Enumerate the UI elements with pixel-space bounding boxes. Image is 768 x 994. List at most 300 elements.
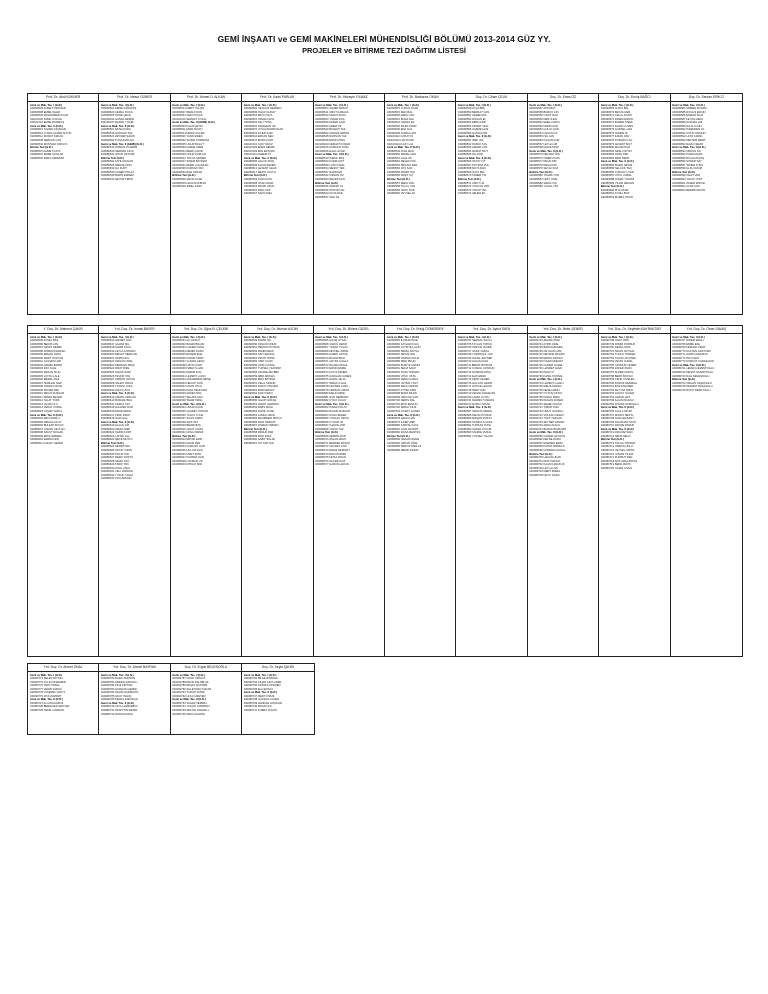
student-entry: 040080505 HALUK İNCE: [243, 160, 275, 164]
student-entry: 040090789 REŞAT RÜSTEM: [172, 684, 208, 688]
student-entry: 040090531 EMRE ÇALIŞKAN: [172, 163, 209, 167]
student-entry: 040080724 ORHAN OKANOĞLU: [672, 381, 712, 385]
student-entry: 040090614 VEDAT VURAL: [29, 406, 63, 410]
student-entry: 040080641 DOĞU DENİZ: [172, 431, 204, 435]
faculty-row-3: [27, 663, 315, 735]
student-entry: 040090794 CİHAN CEYLANER: [243, 680, 282, 684]
student-entry: 040090593 MELTEM MERT: [672, 138, 706, 142]
course-heading: Gemi ve Mak. Tas. I (G.D.): [457, 103, 491, 107]
student-entry: 040080555 PAMİR TAŞ: [386, 170, 415, 174]
student-entry: 040090786 KEMAL KARADAĞ: [100, 698, 138, 702]
student-entry: 040090620 MESUT MERCAN: [100, 353, 137, 357]
student-entry: 040080600 YAVUZ YİĞİT: [672, 177, 703, 181]
student-entry: 040080719 BERİL BAYIK: [600, 463, 632, 467]
student-entry: 040080729 CEMİL CANDAN: [29, 708, 64, 712]
student-entry: 040090524 CANSU EK: [386, 121, 415, 125]
student-entry: 040080536 SAFFET AL: [315, 185, 344, 189]
student-entry: 040080554 OYA SAN: [386, 167, 413, 171]
student-entry: 040090707 VASIF VAROL: [457, 349, 490, 353]
student-list: [671, 102, 742, 195]
student-entry: 040100111 KEREM AY: [243, 153, 272, 157]
document-title: GEMİ İNŞAATI ve GEMİ MAKİNELERİ MÜHENDİSLİĞİ BÖLÜMÜ 2013-2014 GÜZ YY.: [217, 34, 551, 44]
student-list: [314, 102, 384, 202]
student-entry: 040080606 BÜLENT BULUT: [29, 424, 64, 428]
student-entry: 040080700 HAKAN HİLMİ: [529, 456, 561, 460]
student-entry: 040080589 YILDIZ ZENGİN: [600, 181, 635, 185]
student-entry: 040080686 REMZİ RASİM: [386, 449, 419, 452]
student-entry: 040090698 BORA BİLEN: [386, 392, 417, 396]
student-entry: 040090731 HASRET HAVA: [529, 367, 563, 371]
student-entry: 040080575 NECDET NİŞ: [529, 153, 560, 157]
faculty-column: [171, 664, 242, 734]
student-entry: 040090673 ERSİN EŞME: [315, 367, 346, 371]
student-entry: 040080533 ALİ KURT: [100, 167, 127, 171]
student-entry: 040080684 ÖZKAN ÖNAL: [386, 441, 419, 445]
student-entry: 040080708 NUR NALBANT: [600, 417, 634, 421]
student-entry: 040080731 MUHİTTİN MENDİ: [100, 708, 138, 712]
course-heading: Bitirme Tezi (G.D.): [529, 170, 553, 174]
student-entry: 040080656 NACİ NERGİS: [243, 420, 276, 424]
student-entry: 040090506 TUNA ARSLAN: [100, 138, 134, 142]
student-entry: 040080718 AKİF ARSLANTAŞ: [600, 459, 638, 463]
student-entry: 040090535 FUNDA HAS: [386, 131, 417, 135]
student-entry: 040090660 BAKİ BAYRAK: [243, 378, 276, 382]
student-entry: 040090664 FAİK FİDAN: [243, 392, 273, 396]
student-entry: 040090565 IŞIL JAN: [529, 135, 554, 139]
course-heading: Gemi ve Mak. Tas. II (G.D.): [243, 395, 278, 399]
course-heading: Bitirme Tezi (G.D.): [29, 146, 53, 150]
course-heading: Bitirme Tezi (G.D.): [386, 177, 410, 181]
student-entry: 040090513 YUNUS ACAR: [386, 107, 419, 111]
student-entry: 040080549 JALE MAN: [386, 149, 414, 153]
student-entry: 040090761 ECE ENGİNER: [600, 385, 634, 389]
course-heading: Gemi ve Mak. Tas. I (G.D.): [672, 103, 705, 107]
student-entry: 040090613 UĞUR ULU: [29, 402, 58, 406]
student-entry: 040090537 VOLKAN ERDOĞAN: [243, 128, 284, 132]
student-entry: 040090597 CEVAT DEMİR: [29, 346, 62, 350]
student-entry: 040090769 FERHAN FIRAT: [672, 346, 706, 350]
student-entry: 040080675 FETHİ FİDAN: [315, 456, 346, 460]
advisor-name: Yrd. Doç. Dr. Bülent GÜZEL: [314, 326, 384, 334]
student-entry: 040090624 RIFAT RİZE: [100, 367, 130, 371]
course-heading: Gemi ve Mak. Tas. I (G.D.): [457, 335, 491, 339]
student-entry: 040090793 BİLGE BOZDAĞ: [243, 677, 278, 681]
student-entry: 040090645 PAŞA PEHLİVAN: [172, 388, 208, 392]
student-entry: 040090650 ORHUN ONUR: [243, 342, 277, 346]
student-list: [99, 672, 169, 719]
student-entry: 040090526 DİLEK FIRAT: [386, 124, 417, 128]
student-list: [528, 102, 598, 191]
student-entry: 040090540 EGE ÖZKAN: [172, 170, 203, 174]
student-list: [456, 334, 526, 441]
student-list: [242, 672, 313, 715]
student-entry: 040080721 LEMAN LEVENTOĞLU: [672, 367, 715, 371]
student-entry: 040080618 GAZİ GÜL: [100, 417, 128, 421]
student-entry: 040080514 DENİZ GÜLER: [172, 131, 205, 135]
student-entry: 040090703 GÜRAY GÜNEY: [386, 409, 421, 413]
student-entry: 040090749 PAMİR PORSUK: [600, 342, 636, 346]
student-entry: 040090515 ZEKİ BAL: [386, 110, 413, 114]
student-entry: 040090579 LEVENT MUT: [600, 142, 632, 146]
student-entry: 040080503 KAAN ÇETİN: [172, 124, 203, 128]
student-entry: 040080687 ORHAN ÖZDEN: [457, 409, 492, 413]
student-entry: 040080603 BERRİN BAYIR: [672, 188, 706, 192]
student-entry: 040080646 İZZET İNAN: [172, 452, 202, 456]
student-entry: 040090583 PERİ RENK: [600, 156, 630, 160]
student-entry: 040090712 CUMALİ COŞKUN: [457, 367, 495, 371]
course-heading: Gemi ve Mak. Tas. I (G.D.): [100, 673, 134, 677]
student-entry: 040090545 DURSUN YAZ: [315, 135, 347, 139]
student-entry: 040080550 KEMAL NAS: [386, 153, 416, 157]
advisor-name: Yrd. Doç. Dr. Bekir ŞENER: [528, 326, 598, 334]
student-entry: 040090647 SELAMİ SAĞ: [172, 395, 203, 399]
student-entry: 040090667 YAŞAR YOLCU: [315, 346, 349, 350]
student-list: [171, 334, 241, 469]
student-entry: 040090779 ZİYA ZÜMRÜT: [29, 694, 62, 698]
course-heading: Gemi ve Mak. Tas. II (G.D.): [386, 413, 420, 417]
student-entry: 040080586 TURGAY UYAR: [600, 170, 634, 174]
student-entry: 040080584 RAŞİD SEVİM: [600, 163, 633, 167]
student-entry: 040090516 BATU KAYA: [243, 114, 273, 118]
student-entry: 040080628 SADIK SOY: [100, 459, 130, 463]
student-entry: 040090780 DİLEK DURSUN: [100, 677, 136, 681]
course-heading: Gemi ve Mak. Tas. I (G.D.): [386, 103, 420, 107]
student-list: [314, 334, 384, 469]
course-heading: Bitirme Tezi (G.D.): [386, 434, 410, 438]
faculty-column: [314, 326, 385, 656]
student-entry: 040090642 MUHARREM MEŞE: [172, 378, 211, 382]
student-entry: 040080523 ZEYNEP ŞAHİN: [100, 135, 135, 139]
student-entry: 040090581 NESLİ OKTAY: [600, 149, 633, 153]
student-entry: 040090677 IRMAK ILGAZ: [315, 381, 347, 385]
course-heading: Gemi ve Mak. Tas. I (G.D.): [100, 335, 134, 339]
student-entry: 040090790 SÜLEYMAN SAKAR: [172, 687, 212, 691]
student-entry: 040090737 OYTUN OKTAY: [529, 392, 563, 396]
student-entry: 040090785 İLKAY İNANÇ: [100, 694, 132, 698]
student-entry: 040080668 YAVUZ YAZ: [315, 427, 344, 431]
student-entry: 040090753 UĞUR ÜSTÜNEL: [600, 356, 637, 360]
student-entry: 040080638 ARİF ATA: [172, 420, 198, 424]
student-entry: 040100113 HAYRİ KIR: [386, 138, 414, 142]
student-entry: 040090708 YURDAGÜL YAZ: [457, 353, 493, 357]
student-entry: 040090689 PERİ PELİN: [386, 360, 416, 364]
student-entry: 040090782 FİLİZ FIRTINA: [100, 684, 133, 688]
student-entry: 040080735 ZEKİYE ZAMANLI: [172, 708, 209, 712]
student-entry: 040090733 KÂMİL KÖKSAL: [529, 374, 563, 378]
student-entry: 040080578 REHA RAF: [529, 163, 557, 167]
student-entry: 040080636 YAHYA YÜCE: [172, 413, 204, 417]
course-heading: Gemi ve Mak. Tas. II (G.D.): [600, 160, 635, 164]
faculty-column: [99, 94, 170, 314]
student-entry: 040090541 İLKER SARI: [243, 131, 273, 135]
student-entry: 040080698 FATMA FİRDEVS: [529, 445, 565, 449]
faculty-column: [528, 94, 599, 314]
student-entry: 040090651 PERVİN POYRAZ: [243, 346, 280, 350]
student-entry: 040080680 KARTAL KAYA: [386, 424, 419, 428]
student-entry: 040080741 KÜBRA KÜÇÜK: [243, 708, 278, 712]
student-entry: 040090684 KAYHAN KILIÇ: [386, 342, 420, 346]
student-list: [171, 672, 241, 719]
course-heading: Bitirme Tezi (G.D.): [243, 174, 267, 178]
student-entry: 040090641 LEVENT LAÇİN: [172, 374, 206, 378]
student-entry: 040090610 RECAİ RÜZGAR: [29, 392, 65, 396]
student-entry: 040080617 FİKRİ FIRAT: [100, 413, 131, 417]
student-entry: 040100102 KAMİL KOCAK: [29, 117, 62, 121]
student-entry: 040090568 MÜGE MOR: [529, 146, 559, 150]
student-entry: 040090709 ZÜHAL ZEYNEP: [457, 356, 493, 360]
student-entry: 040090622 ORHAN ORAL: [100, 360, 133, 364]
faculty-column: [242, 326, 313, 656]
student-entry: 040090627 ÜMRAN ÜSTÜN: [100, 378, 135, 382]
student-entry: 040080528 LÜTFİ ORAL: [315, 163, 345, 167]
student-entry: 040090693 UTKU USTA: [386, 374, 416, 378]
course-heading: Gemi ve Mak. Tas. I (G.D.): [600, 103, 634, 107]
student-entry: 040080581 ÜMİT ÜNAL: [529, 177, 558, 181]
student-entry: 040080702 KAAN KARAKUŞ: [529, 463, 565, 467]
student-entry: 040090740 SEZEN SAYAN: [529, 402, 562, 406]
faculty-column: [28, 326, 99, 656]
student-entry: 040090705 TAYLAN TOPÇU: [457, 342, 493, 346]
faculty-column: [171, 326, 242, 656]
student-entry: 040090615 YAŞAR YAZICI: [29, 409, 62, 413]
student-entry: 040080574 ZEHRA ZİL: [457, 192, 486, 196]
faculty-column: [28, 664, 99, 734]
student-entry: 040080619 HALUK HIZ: [100, 424, 130, 428]
student-entry: 040090765 İLHAN İNCESU: [600, 399, 634, 403]
student-entry: 040090774 SELİM SAYGILI: [29, 677, 63, 681]
student-entry: 040100112 GÖKAY İN: [386, 135, 414, 139]
student-entry: 040080548 BARIŞ ERDEM: [100, 174, 134, 178]
student-entry: 040090768 EMRE EFE: [672, 342, 701, 346]
student-entry: 040090510 ŞEYMA TEKİN: [100, 177, 133, 181]
student-entry: 040090538 SERKAN CAN: [29, 138, 62, 142]
student-entry: 040090728 ERDAL ERCAN: [529, 356, 563, 360]
course-heading: Gemi ve Mak. Tas. I (G.D.): [243, 335, 277, 339]
student-entry: 040090517 SİNEM BAYRAM: [172, 160, 207, 164]
course-heading: Bitirme Tezi (G.D.): [243, 427, 267, 431]
student-entry: 040080519 HAKAN DURAN: [172, 181, 207, 185]
advisor-name: Yrd. Doç. Dr. Ömer SAVAŞ: [671, 326, 742, 334]
course-heading: Bitirme Tezi (G.D.): [315, 431, 339, 435]
student-entry: 040100712 EMRE DURMUŞ: [29, 121, 65, 125]
student-entry: 040090648 TAHİR TEKE: [172, 399, 203, 403]
student-entry: 040090795 DURSUN DİKMEN: [243, 684, 281, 688]
student-entry: 040080635 VAHDET VİCDAN: [172, 409, 209, 413]
student-entry: 040090655 ÜMİT ÜÇOK: [243, 360, 273, 364]
student-entry: 040080537 NAZIM ER: [315, 170, 343, 174]
course-heading: Bitirme Tezi (G.D.): [672, 378, 696, 382]
student-entry: 040090559 CAHİT DAĞ: [529, 114, 559, 118]
student-entry: 040090679 LERZAN LİMON: [315, 388, 350, 392]
student-entry: 040090781 ERDİNÇ EROĞLU: [100, 680, 138, 684]
student-entry: 040080711 RIZA REYHAN: [600, 431, 633, 435]
student-entry: 040090578 KORHAN LAÇ: [600, 138, 633, 142]
course-heading: Bitirme Tezi (G.D.): [672, 170, 696, 174]
student-entry: 040080622 LATİFE LAL: [100, 434, 130, 438]
advisor-name: Yrd. Doç. Dr. Seyfettin BAYRAKTAR: [599, 326, 669, 334]
course-heading: Bitirme Tezi (G.D.): [529, 452, 553, 456]
student-entry: 040090611 SEMİH SEVER: [29, 395, 62, 399]
student-entry: 040090734 LEVENT LALELİ: [529, 381, 564, 385]
student-entry: 040080640 CİHAT CİVAN: [172, 427, 204, 431]
student-entry: 040080669 ZERRİN ZOR: [315, 434, 346, 438]
student-entry: 040080712 SEMA SELVİ: [600, 434, 631, 438]
student-entry: 040080573 YAKUP YEL: [457, 188, 487, 192]
student-entry: 040090656 VASFİ VURAL: [243, 363, 276, 367]
student-entry: 040080567 POYRAZ PUL: [457, 163, 490, 167]
student-entry: 040080568 RÜYA RAN: [457, 167, 486, 171]
advisor-name: Prof. Dr. Abdi KÜKNER: [28, 94, 98, 102]
student-entry: 040090682 OYKU OLCAY: [315, 399, 347, 403]
course-heading: Gemi ve Mak. Tas. II (G.D.): [457, 135, 492, 139]
student-entry: 040090607 NURHAN NAR: [29, 381, 62, 385]
student-entry: 040090710 ALKAN AYAZ: [457, 360, 488, 364]
student-entry: 040080558 TÜLAY YAN: [386, 185, 416, 189]
student-entry: 040080518 GÖKHAN TAŞ: [100, 131, 133, 135]
student-entry: 040090544 ERKAN ŞEN: [243, 135, 274, 139]
student-entry: 040080710 PAKİZE PAMUK: [600, 424, 635, 428]
student-entry: 040080594 PINAR PARS: [672, 153, 703, 157]
student-list: [456, 102, 526, 198]
advisor-name: Doç. Dr. Ertan ÖZ: [528, 94, 598, 102]
student-entry: 040080557 SEDA VAR: [386, 181, 414, 185]
student-entry: 040080730 LEYLA LEBLEBİCİ: [100, 705, 138, 709]
student-entry: 040080599 VAHİT VAR: [672, 174, 701, 178]
advisor-name: Prof. Dr. Hüseyin YILMAZ: [314, 94, 384, 102]
student-entry: 040090580 MAHİR NAR: [600, 146, 630, 150]
student-entry: 040090706 ÜZEYİR ÜLKER: [457, 346, 492, 350]
faculty-column: [242, 664, 313, 734]
student-entry: 040090724 AYDIN ARAL: [529, 342, 559, 346]
advisor-name: Yrd. Doç. Dr. Ahmet ÖNAL: [28, 664, 98, 672]
advisor-name: Doç. Dr. Ergün BELENOĞLU: [171, 664, 241, 672]
student-list: [242, 334, 312, 448]
student-entry: 040080566 OKTAY OT: [457, 160, 486, 164]
course-heading: Gemi ve Mak. Tas. I (G.D.): [600, 335, 634, 339]
student-list: [385, 334, 455, 455]
student-entry: 040090767 DİDEM DAĞLI: [672, 339, 704, 343]
student-entry: 040090697 AYTEN AKIN: [386, 388, 417, 392]
student-entry: 040080694 YÜKSEL YALÇIN: [457, 434, 493, 438]
advisor-name: Prof. Dr. Kadri PARLAK: [242, 94, 312, 102]
student-entry: 040090720 LAMİA LÜTFÜ: [457, 395, 490, 399]
student-entry: 040080691 TÜRKAN TUNÇ: [457, 424, 492, 428]
student-entry: 040080664 SUNA SEZER: [315, 413, 347, 417]
student-entry: 040080707 MURAT METİN: [600, 413, 634, 417]
student-entry: 040080611 GÜNAY GEZER: [29, 441, 63, 445]
student-entry: 040080515 PINAR UZUN: [243, 185, 275, 189]
student-entry: 040090543 MUSTAFA ÖZKAYA: [29, 142, 68, 146]
student-entry: 040080645 HULUSİ HAS: [172, 449, 203, 452]
student-entry: 040090560 DERYA EN: [529, 117, 557, 121]
student-entry: 040090796 ELA EKİNCİ: [243, 687, 273, 691]
student-entry: 040090637 GÜVEN GENÇ: [172, 360, 205, 364]
faculty-column: [385, 94, 456, 314]
course-heading: Gemi ve Mak. Tas. I (G.D.): [529, 103, 562, 107]
student-entry: 040090570 BEYZA CEM: [600, 110, 631, 114]
student-entry: 040080590 ZİYA AKAR: [600, 188, 629, 192]
student-entry: 040080720 CİHAN CIVAN: [600, 466, 633, 470]
student-entry: 040090552 DOĞAN EL: [457, 117, 486, 121]
student-entry: 040090766 KIVANÇ KÖROĞLU: [600, 402, 639, 406]
student-entry: 040080697 EGEMEN ERİM: [529, 441, 563, 445]
course-heading: Gemi ve Mak. Tas. I (G.D.): [29, 335, 63, 339]
student-entry: 040090791 TURAN TATAR: [172, 691, 205, 695]
student-entry: 040080631 VELİ VARDAR: [100, 470, 133, 474]
student-entry: 040090670 BAHAR BAĞ: [315, 356, 345, 360]
student-entry: 040080551 LALE OK: [386, 156, 412, 160]
course-heading: Gemi ve Mak. Tas. II (G.D.): [29, 413, 63, 417]
student-entry: 040090739 RUHAN RUŞEN: [529, 399, 564, 403]
student-entry: 040090585 DOĞUŞ ERGİN: [672, 110, 706, 114]
student-entry: 040080732 NURAN NAZLI: [100, 712, 134, 716]
student-entry: 040080673 DENİZ DEMİRCİ: [315, 449, 350, 452]
student-entry: 040090508 EMRE İŞLER: [29, 110, 60, 114]
student-entry: 040080683 NAZAN NİĞDE: [386, 438, 420, 442]
student-entry: 040080610 FERDA FER: [29, 438, 59, 442]
student-entry: 040090654 TEKİN TOPAL: [243, 356, 276, 360]
student-entry: 040090704 SERDAL SAYGI: [457, 339, 492, 343]
student-entry: 040080571 UMUT UZ: [457, 181, 485, 185]
student-entry: 040090555 GAMZE HOŞ: [457, 128, 489, 132]
student-entry: 040080662 PINAR POLAT: [315, 406, 347, 410]
student-entry: 040090633 CAFER CANLI: [172, 346, 205, 350]
student-list: [528, 334, 598, 480]
student-entry: 040090604 KENAN KILIÇ: [29, 370, 61, 374]
course-heading: Gemi ve Mak. Tas. II (G.D.): [100, 124, 135, 128]
student-entry: 040080561 İPEK JOL: [457, 138, 484, 142]
student-entry: 040090501 TOLGA ŞİMŞEK: [172, 156, 207, 160]
student-entry: 040090694 VEDİA VURAL: [386, 378, 419, 382]
advisor-name: Yrd. Doç. Dr. Aykut SAFA: [456, 326, 526, 334]
student-entry: 040080616 ENGİN EROL: [100, 409, 132, 413]
student-entry: 040090688 OSMAN OĞUZ: [386, 356, 420, 360]
student-entry: 040080576 ÖMER OCAK: [529, 156, 560, 160]
student-entry: 040090773 KORKUT KARAŞAHİN: [672, 360, 714, 364]
student-entry: 040080526 YASİN EREN: [172, 135, 203, 139]
student-entry: 040100106 GÜRKAN TUNA: [315, 146, 349, 150]
student-entry: 040090747 BURAK BOZKURT: [529, 427, 567, 431]
student-list: [242, 102, 312, 198]
student-entry: 040080667 VİLDAN VAR: [315, 424, 346, 428]
student-entry: 040080653 KAMİL KÖSE: [243, 409, 275, 413]
student-entry: 040090556 HÜSNÜ IŞIK: [457, 131, 488, 135]
student-entry: 040090550 BERKAY CAN: [457, 110, 490, 114]
student-entry: 040090609 PAKİZE PEK: [29, 388, 60, 392]
student-entry: 040090573 ENDER FİŞEK: [600, 121, 633, 125]
student-entry: 040090631 ALİ AKSOY: [172, 339, 201, 343]
student-entry: 040090514 MERT YALÇIN: [172, 107, 205, 111]
student-entry: 040080647 KUDRET KAR: [172, 456, 204, 460]
student-entry: 040080608 DAVUT DOĞAN: [29, 431, 64, 435]
course-heading: Gemi ve Mak. Tas. I (G.D.): [172, 673, 205, 677]
faculty-column: [171, 94, 242, 314]
student-entry: 040090595 AKSEL BAŞ: [29, 339, 59, 343]
advisor-name: Y. Doç. Dr. Mahmut ÇAKIR: [28, 326, 98, 334]
student-entry: 040090696 ZEKAİ ZİNCİR: [386, 385, 419, 389]
student-entry: 040090562 FERDİ GÖK: [529, 124, 559, 128]
student-entry: 040080726 RAŞİT REŞİTOĞLU: [672, 388, 711, 392]
student-entry: 040090574 FAHRİ GÜVEN: [600, 124, 634, 128]
course-heading: Gemi ve Mak. Tas. I (G.D.): [243, 103, 277, 107]
course-heading: Bitirme Tezi (G.D.): [100, 441, 124, 445]
student-entry: 040090692 TUNA TARHAN: [386, 370, 420, 374]
faculty-column: [456, 94, 527, 314]
student-entry: 040090525 ÖZGE ÇELİK: [100, 114, 132, 118]
student-entry: 040090628 VAHAP VİRAN: [100, 381, 133, 385]
student-entry: 040080538 TAYFUN ÖN: [315, 188, 345, 192]
student-entry: 040090730 GÜNER GÜZEL: [529, 363, 563, 367]
